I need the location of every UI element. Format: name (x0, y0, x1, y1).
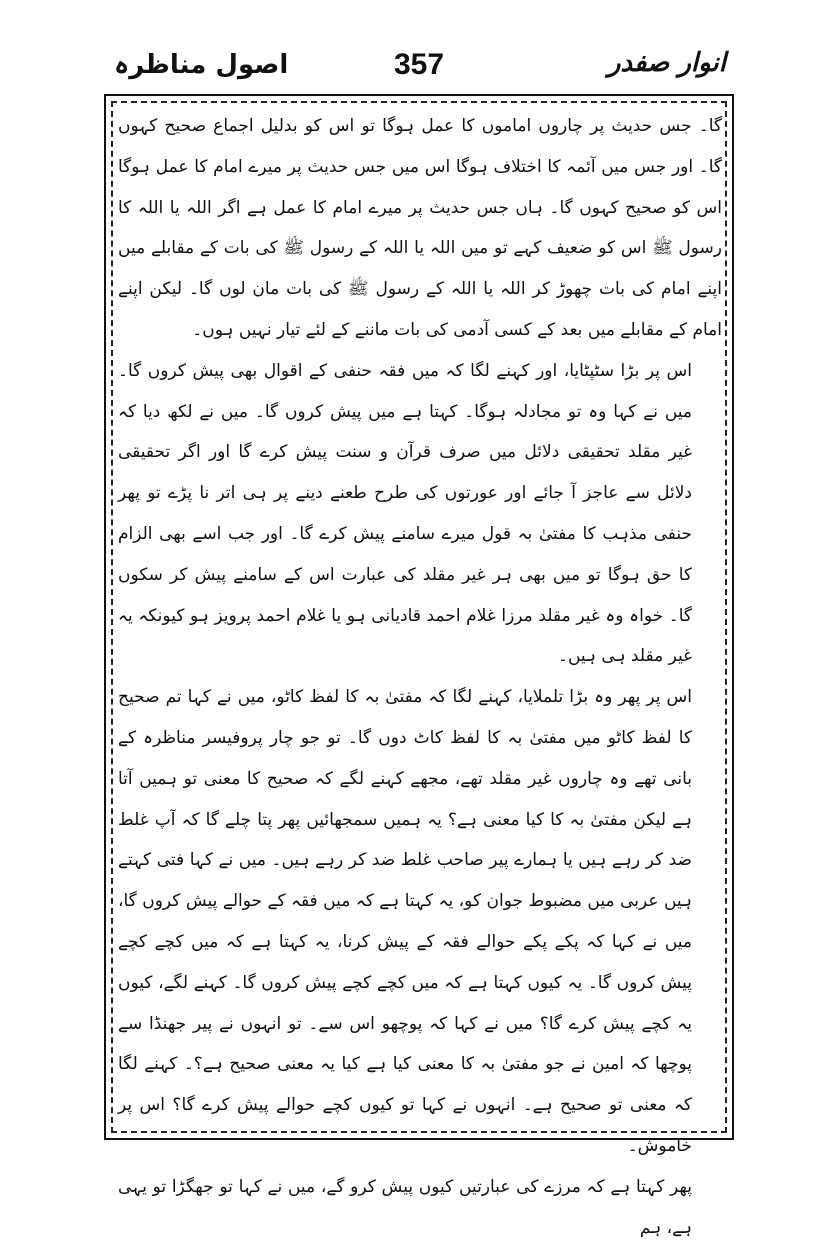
paragraph: گا۔ جس حدیث پر چاروں اماموں کا عمل ہوگا تو اس کو بدلیل اجماع صحیح کہوں گا۔ اور جس میں آئمہ کا اختلاف ہوگا اس میں جس حدیث پر میرے امام کا عمل ہوگا اس کو صحیح کہوں گا۔ ہاں جس حدیث پر میرے امام کا عمل ہے اگر اللہ یا اللہ کا رسول ﷺ اس کو ضعیف کہے تو میں اللہ یا اللہ کے رسول ﷺ کی بات کے مقابلے میں اپنے امام کی بات چھوڑ کر اللہ یا اللہ کے رسول ﷺ کی بات مان لوں گا۔ لیکن اپنے امام کے مقابلے میں بعد کے کسی آدمی کی بات ماننے کے لئے تیار نہیں ہوں۔ (118, 116, 722, 340)
book-title: انوار صفدر (607, 48, 726, 78)
paragraph: پھر کہتا ہے کہ مرزے کی عبارتیں کیوں پیش کرو گے، میں نے کہا تو جھگڑا تو یہی ہے، ہم (118, 1176, 692, 1238)
page-number: 357 (393, 48, 445, 81)
paragraph: اس پر بڑا سٹپٹایا، اور کہنے لگا کہ میں فقہ حنفی کے اقوال بھی پیش کروں گا۔ میں نے کہا وہ تو مجادلہ ہوگا۔ کہتا ہے میں پیش کروں گا۔ میں نے لکھ دیا کہ غیر مقلد تحقیقی دلائل میں صرف قرآن و سنت پیش کرے گا اور اگر تحقیقی دلائل سے عاجز آ جائے اور عورتوں کی طرح طعنے دینے پر ہی اتر نا پڑے تو پھر حنفی مذہب کا مفتیٰ بہ قول میرے سامنے پیش کرے گا۔ اور جب اسے بھی الزام کا حق ہوگا تو میں بھی ہر غیر مقلد کی عبارت اس کے سامنے پیش کر سکوں گا۔ خواہ وہ غیر مقلد مرزا غلام احمد قادیانی ہو یا غلام احمد پرویز ہو کیونکہ یہ غیر مقلد ہی ہیں۔ (118, 360, 692, 667)
body-text (118, 106, 722, 1238)
paragraph: اس پر پھر وہ بڑا تلملایا، کہنے لگا کہ مفتیٰ بہ کا لفظ کاٹو، میں نے کہا تم صحیح کا لفظ کاٹو میں مفتیٰ بہ کا لفظ کاٹ دوں گا۔ تو جو چار پروفیسر مناظرہ کے بانی تھے وہ چاروں غیر مقلد تھے، مجھے کہنے لگے کہ صحیح کا معنی تو ہمیں آتا ہے لیکن مفتیٰ بہ کا کیا معنی ہے؟ یہ ہمیں سمجھائیں پھر پتا چلے گا کہ آپ غلط ضد کر رہے ہیں یا ہمارے پیر صاحب غلط ضد کر رہے ہیں۔ میں نے کہا فتی کہتے ہیں عربی میں مضبوط جوان کو، یہ کہتا ہے کہ میں فقہ کے حوالے پیش کروں گا، میں نے کہا کہ پکے پکے حوالے فقہ کے پیش کرنا، یہ کہتا ہے کہ میں کچے کچے پیش کروں گا۔ یہ کیوں کہتا ہے کہ میں کچے کچے پیش کروں گا۔ کہنے لگے، کیوں یہ کچے پیش کرے گا؟ میں نے کہا کہ پوچھو اس سے۔ تو انہوں نے پیر جھنڈا سے پوچھا کہ امین نے جو مفتیٰ بہ کا معنی کیا ہے کیا یہ معنی صحیح ہے؟۔ کہنے لگا کہ معنی تو صحیح ہے۔ انہوں نے کہا تو کیوں کچے حوالے پیش کرے گا؟ اس پر خاموش۔ (118, 687, 692, 1156)
section-title: اصول مناظرہ (114, 50, 289, 80)
page-header (104, 44, 734, 90)
